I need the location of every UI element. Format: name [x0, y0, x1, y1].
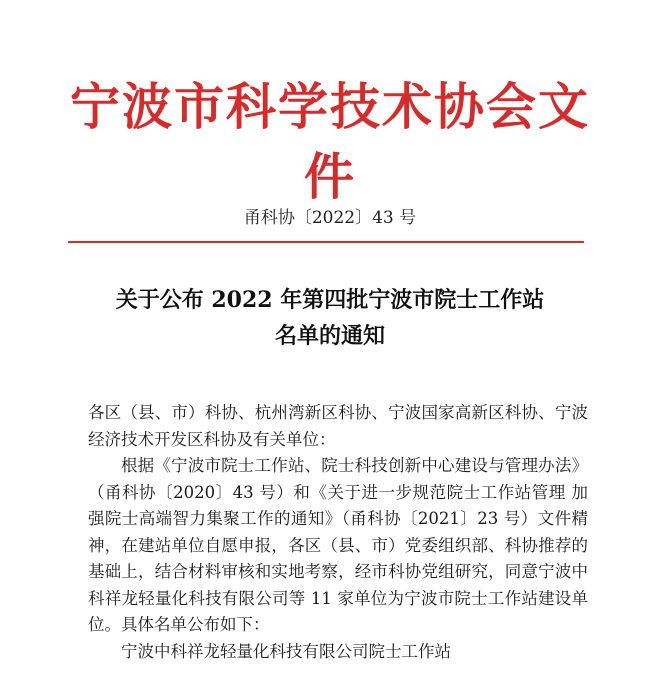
main-paragraph: 根据《宁波市院士工作站、院士科技创新中心建设与管理办法》（甬科协〔2020〕43 号）和《关于进一步规范院士工作站管理 加强院士高端智力集聚工作的通知》（甬科协〔2021〕23 号）文件精神，在建站单位自愿申报，各区（县、市）党委组织部、科协推荐的基础上，结合材料审核和实地考察，经市科协党组研究，同意宁波中科祥龙轻量化科技有限公司等 11 家单位为宁波市院士工作站建设单位。具体名单公布如下：	[88, 456, 588, 634]
list-item: 宁波中科祥龙轻量化科技有限公司院士工作站	[121, 641, 451, 661]
notice-title	[40, 282, 620, 354]
addressee-paragraph: 各区（县、市）科协、杭州湾新区科协、宁波国家高新区科协、宁波经济技术开发区科协及有关单位：	[88, 403, 588, 449]
org-header-title: 宁波市科学技术协会文件	[70, 77, 590, 206]
header-divider	[68, 241, 584, 243]
notice-title-line-2: 名单的通知	[274, 323, 385, 349]
notice-title-line-1: 关于公布 2022 年第四批宁波市院士工作站	[115, 287, 545, 313]
notice-body	[88, 400, 588, 665]
document-number: 甬科协〔2022〕43 号	[243, 208, 417, 228]
